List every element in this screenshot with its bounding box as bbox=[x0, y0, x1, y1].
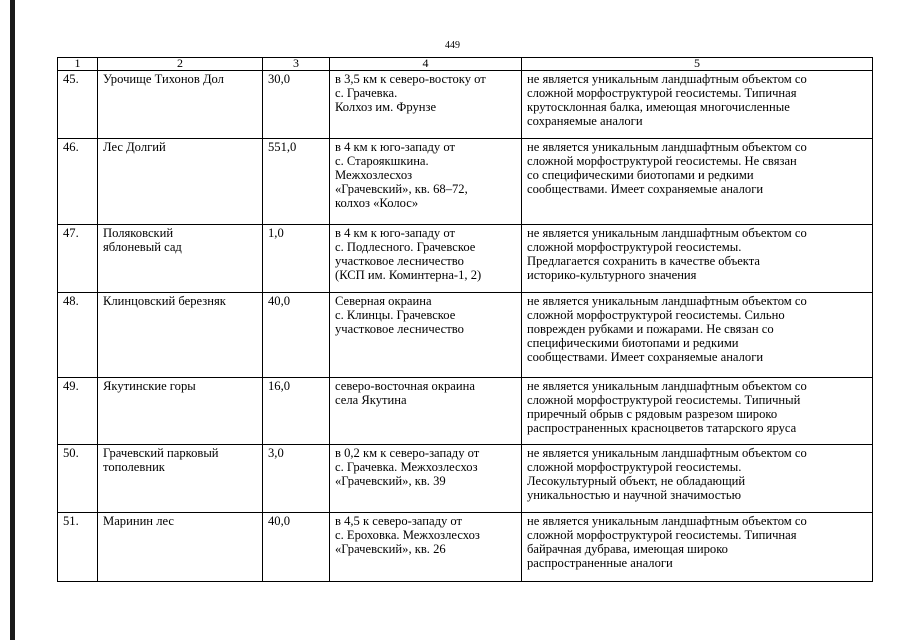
object-assessment: не является уникальным ландшафтным объектом со сложной морфоструктурой геосистемы. Лесокультурный объект, не обладающий уникальностью и научной значимостью bbox=[527, 446, 807, 502]
object-area: 551,0 bbox=[263, 139, 330, 225]
table-row bbox=[58, 71, 873, 139]
object-name: Грачевский парковый тополевник bbox=[103, 446, 219, 474]
row-number: 45. bbox=[58, 71, 98, 139]
object-name: Клинцовский березняк bbox=[103, 294, 226, 308]
object-location: Северная окраина с. Клинцы. Грачевское участковое лесничество bbox=[335, 294, 464, 336]
object-assessment: не является уникальным ландшафтным объектом со сложной морфоструктурой геосистемы. Типичный приречный обрыв с рядовым разрезом широко распространенных красноцветов татарского яруса bbox=[527, 379, 807, 435]
object-assessment: не является уникальным ландшафтным объектом со сложной морфоструктурой геосистемы. Предлагается сохранить в качестве объекта историко-культурного значения bbox=[527, 226, 807, 282]
object-location: северо-восточная окраина села Якутина bbox=[335, 379, 475, 407]
table-row bbox=[58, 513, 873, 582]
row-number: 50. bbox=[58, 445, 98, 513]
object-assessment: не является уникальным ландшафтным объектом со сложной морфоструктурой геосистемы. Сильно поврежден рубками и пожарами. Не связан со специфическими биотопами и редкими сообществами. Имеет сохраняемые аналоги bbox=[527, 294, 807, 364]
header-cell: 2 bbox=[98, 58, 263, 71]
objects-table bbox=[57, 57, 873, 582]
object-area: 30,0 bbox=[263, 71, 330, 139]
table-row bbox=[58, 139, 873, 225]
object-location: в 4 км к юго-западу от с. Подлесного. Грачевское участковое лесничество (КСП им. Коминтерна-1, 2) bbox=[335, 226, 482, 282]
header-cell: 1 bbox=[58, 58, 98, 71]
header-cell: 3 bbox=[263, 58, 330, 71]
object-name: Маринин лес bbox=[103, 514, 174, 528]
row-number: 51. bbox=[58, 513, 98, 582]
object-assessment: не является уникальным ландшафтным объектом со сложной морфоструктурой геосистемы. Не связан со специфическими биотопами и редкими сообществами. Имеет сохраняемые аналоги bbox=[527, 140, 807, 196]
object-area: 1,0 bbox=[263, 225, 330, 293]
row-number: 49. bbox=[58, 378, 98, 445]
table-row bbox=[58, 225, 873, 293]
object-area: 40,0 bbox=[263, 513, 330, 582]
object-assessment: не является уникальным ландшафтным объектом со сложной морфоструктурой геосистемы. Типичная байрачная дубрава, имеющая широко распространенные аналоги bbox=[527, 514, 807, 570]
object-area: 3,0 bbox=[263, 445, 330, 513]
table-row bbox=[58, 293, 873, 378]
page-number: 449 bbox=[445, 40, 460, 51]
binding-edge bbox=[10, 0, 15, 640]
object-location: в 4 км к юго-западу от с. Староякшкина. Межхозлесхоз «Грачевский», кв. 68–72, колхоз «Колос» bbox=[335, 140, 468, 210]
header-cell: 4 bbox=[330, 58, 522, 71]
object-name: Поляковский яблоневый сад bbox=[103, 226, 182, 254]
row-number: 46. bbox=[58, 139, 98, 225]
object-area: 16,0 bbox=[263, 378, 330, 445]
object-location: в 3,5 км к северо-востоку от с. Грачевка. Колхоз им. Фрунзе bbox=[335, 72, 486, 114]
object-name: Урочище Тихонов Дол bbox=[103, 72, 224, 86]
table-header-row bbox=[58, 58, 873, 71]
object-location: в 0,2 км к северо-западу от с. Грачевка. Межхозлесхоз «Грачевский», кв. 39 bbox=[335, 446, 480, 488]
row-number: 48. bbox=[58, 293, 98, 378]
row-number: 47. bbox=[58, 225, 98, 293]
object-location: в 4,5 к северо-западу от с. Ероховка. Межхозлесхоз «Грачевский», кв. 26 bbox=[335, 514, 480, 556]
table-row bbox=[58, 378, 873, 445]
object-assessment: не является уникальным ландшафтным объектом со сложной морфоструктурой геосистемы. Типичная крутосклонная балка, имеющая многочисленные сохраняемые аналоги bbox=[527, 72, 807, 128]
header-cell: 5 bbox=[522, 58, 873, 71]
object-name: Лес Долгий bbox=[103, 140, 166, 154]
object-name: Якутинские горы bbox=[103, 379, 196, 393]
table-row bbox=[58, 445, 873, 513]
object-area: 40,0 bbox=[263, 293, 330, 378]
